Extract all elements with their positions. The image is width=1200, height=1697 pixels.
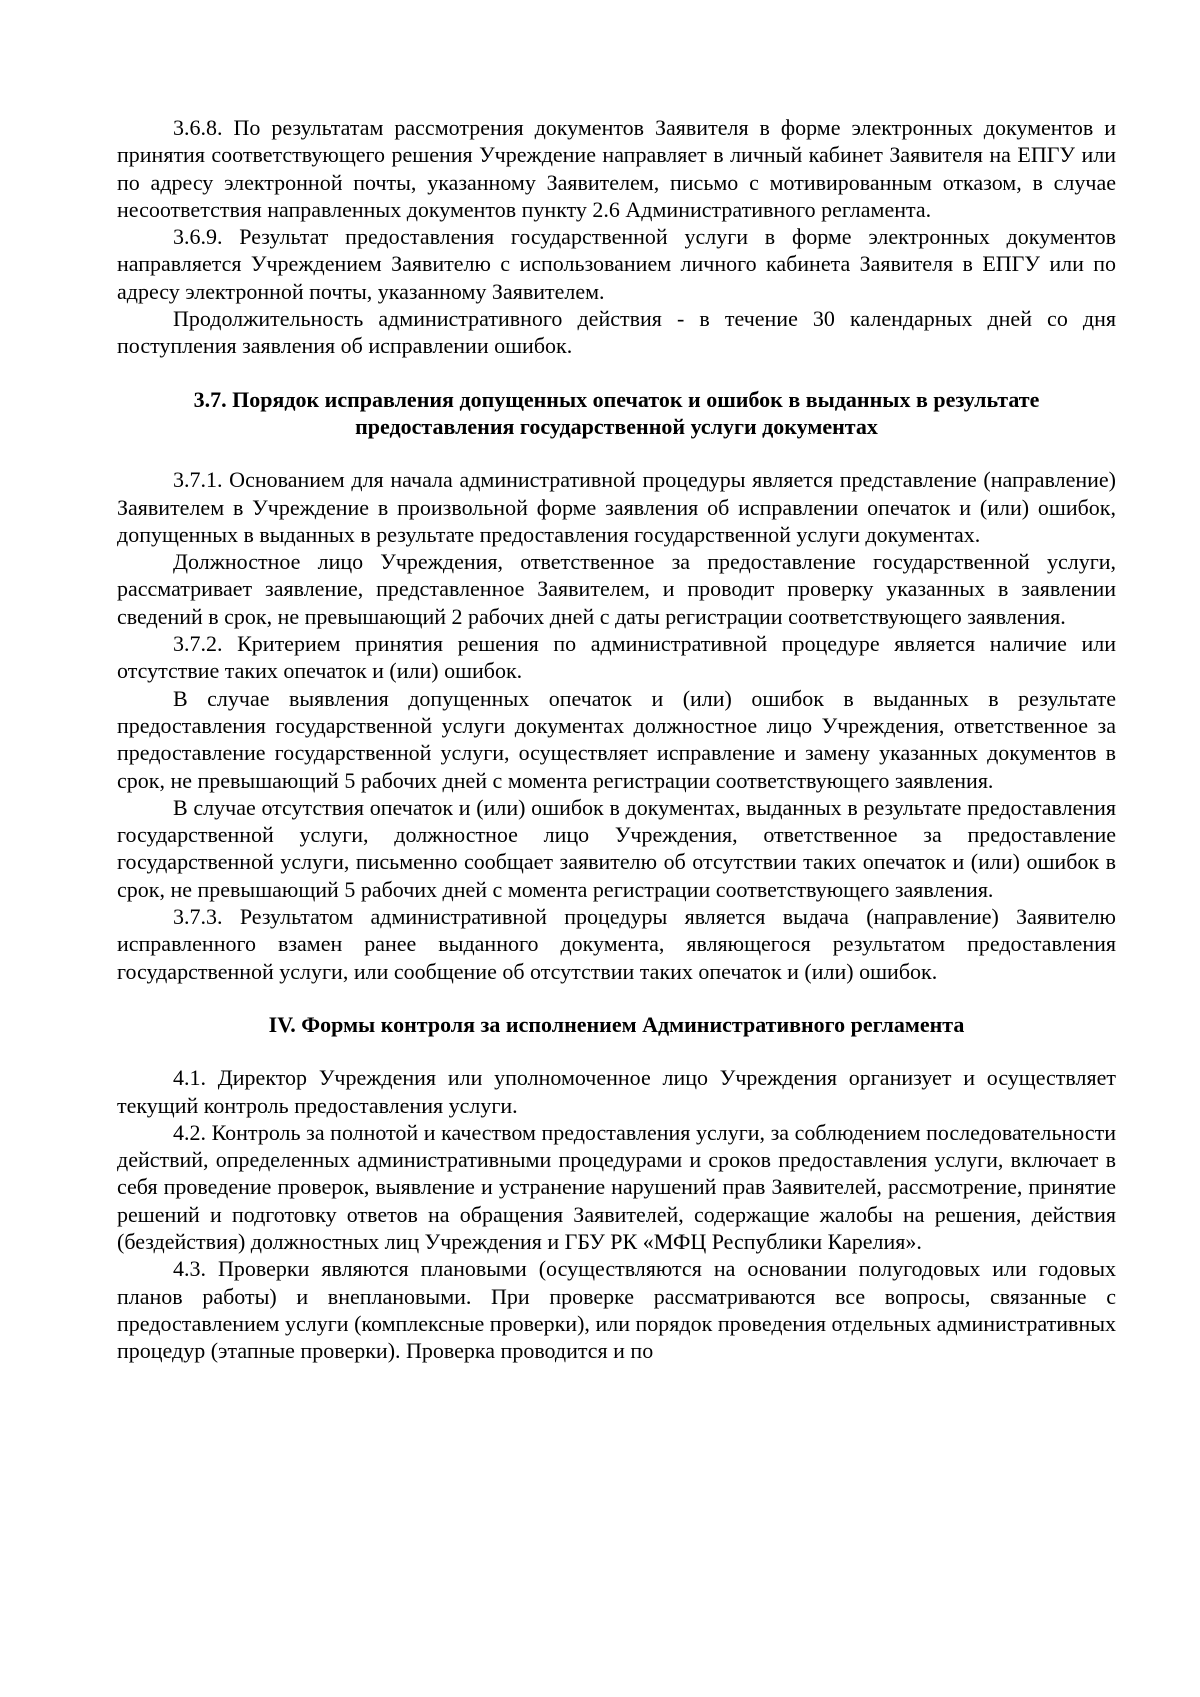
spacer	[117, 985, 1116, 1011]
paragraph-errors-absent: В случае отсутствия опечаток и (или) ошибок в документах, выданных в результате предоставления государственной услуги, должностное лицо Учреждения, ответственное за предоставление государственной услуги, письменно сообщает заявителю об отсутствии таких опечаток и (или) ошибок в срок, не превышающий 5 рабочих дней с момента регистрации соответствующего заявления.	[117, 794, 1116, 902]
heading-section-4: IV. Формы контроля за исполнением Административного регламента	[268, 1011, 965, 1037]
spacer	[117, 360, 1116, 386]
paragraph-4-1: 4.1. Директор Учреждения или уполномоченное лицо Учреждения организует и осуществляет текущий контроль предоставления услуги.	[117, 1065, 1116, 1118]
paragraph-official-review: Должностное лицо Учреждения, ответственное за предоставление государственной услуги, рассматривает заявление, представленное Заявителем, и проводит проверку указанных в заявлении сведений в срок, не превышающий 2 рабочих дней с даты регистрации соответствующего заявления.	[117, 549, 1116, 629]
paragraph-3-7-2: 3.7.2. Критерием принятия решения по административной процедуре является наличие или отсутствие таких опечаток и (или) ошибок.	[117, 631, 1116, 684]
paragraph-3-6-8: 3.6.8. По результатам рассмотрения документов Заявителя в форме электронных документов и принятия соответствующего решения Учреждение направляет в личный кабинет Заявителя на ЕПГУ или по адресу электронной почты, указанному Заявителем, письмо с мотивированным отказом, в случае несоответствия направленных документов пункту 2.6 Административного регламента.	[117, 115, 1116, 222]
spacer	[117, 1038, 1116, 1064]
paragraph-duration: Продолжительность административного действия - в течение 30 календарных дней со дня поступления заявления об исправлении ошибок.	[117, 306, 1116, 359]
paragraph-4-3: 4.3. Проверки являются плановыми (осуществляются на основании полугодовых или годовых планов работы) и внеплановыми. При проверке рассматриваются все вопросы, связанные с предоставлением услуги (комплексные проверки), или порядок проведения отдельных административных процедур (этапные проверки). Проверка проводится и по	[117, 1256, 1116, 1364]
document-page	[117, 114, 1116, 1364]
paragraph-errors-found: В случае выявления допущенных опечаток и (или) ошибок в выданных в результате предоставления государственной услуги документах должностное лицо Учреждения, ответственное за предоставление государственной услуги, осуществляет исправление и замену указанных документов в срок, не превышающий 5 рабочих дней с момента регистрации соответствующего заявления.	[117, 685, 1116, 793]
paragraph-3-6-9: 3.6.9. Результат предоставления государственной услуги в форме электронных документов направляется Учреждением Заявителю с использованием личного кабинета Заявителя в ЕПГУ или по адресу электронной почты, указанному Заявителем.	[117, 224, 1116, 304]
paragraph-3-7-1: 3.7.1. Основанием для начала административной процедуры является представление (направление) Заявителем в Учреждение в произвольной форме заявления об исправлении опечаток и (или) ошибок, допущенных в выданных в результате предоставления государственной услуги документах.	[117, 467, 1116, 547]
spacer	[117, 440, 1116, 466]
paragraph-4-2: 4.2. Контроль за полнотой и качеством предоставления услуги, за соблюдением последовательности действий, определенных административными процедурами и сроков предоставления услуги, включает в себя проведение проверок, выявление и устранение нарушений прав Заявителей, рассмотрение, принятие решений и подготовку ответов на обращения Заявителей, содержащие жалобы на решения, действия (бездействия) должностных лиц Учреждения и ГБУ РК «МФЦ Республики Карелия».	[117, 1119, 1116, 1254]
heading-3-7: 3.7. Порядок исправления допущенных опечаток и ошибок в выданных в результате предоставления государственной услуги документах	[193, 386, 1040, 439]
paragraph-3-7-3: 3.7.3. Результатом административной процедуры является выдача (направление) Заявителю исправленного взамен ранее выданного документа, являющегося результатом предоставления государственной услуги, или сообщение об отсутствии таких опечаток и (или) ошибок.	[117, 904, 1116, 984]
